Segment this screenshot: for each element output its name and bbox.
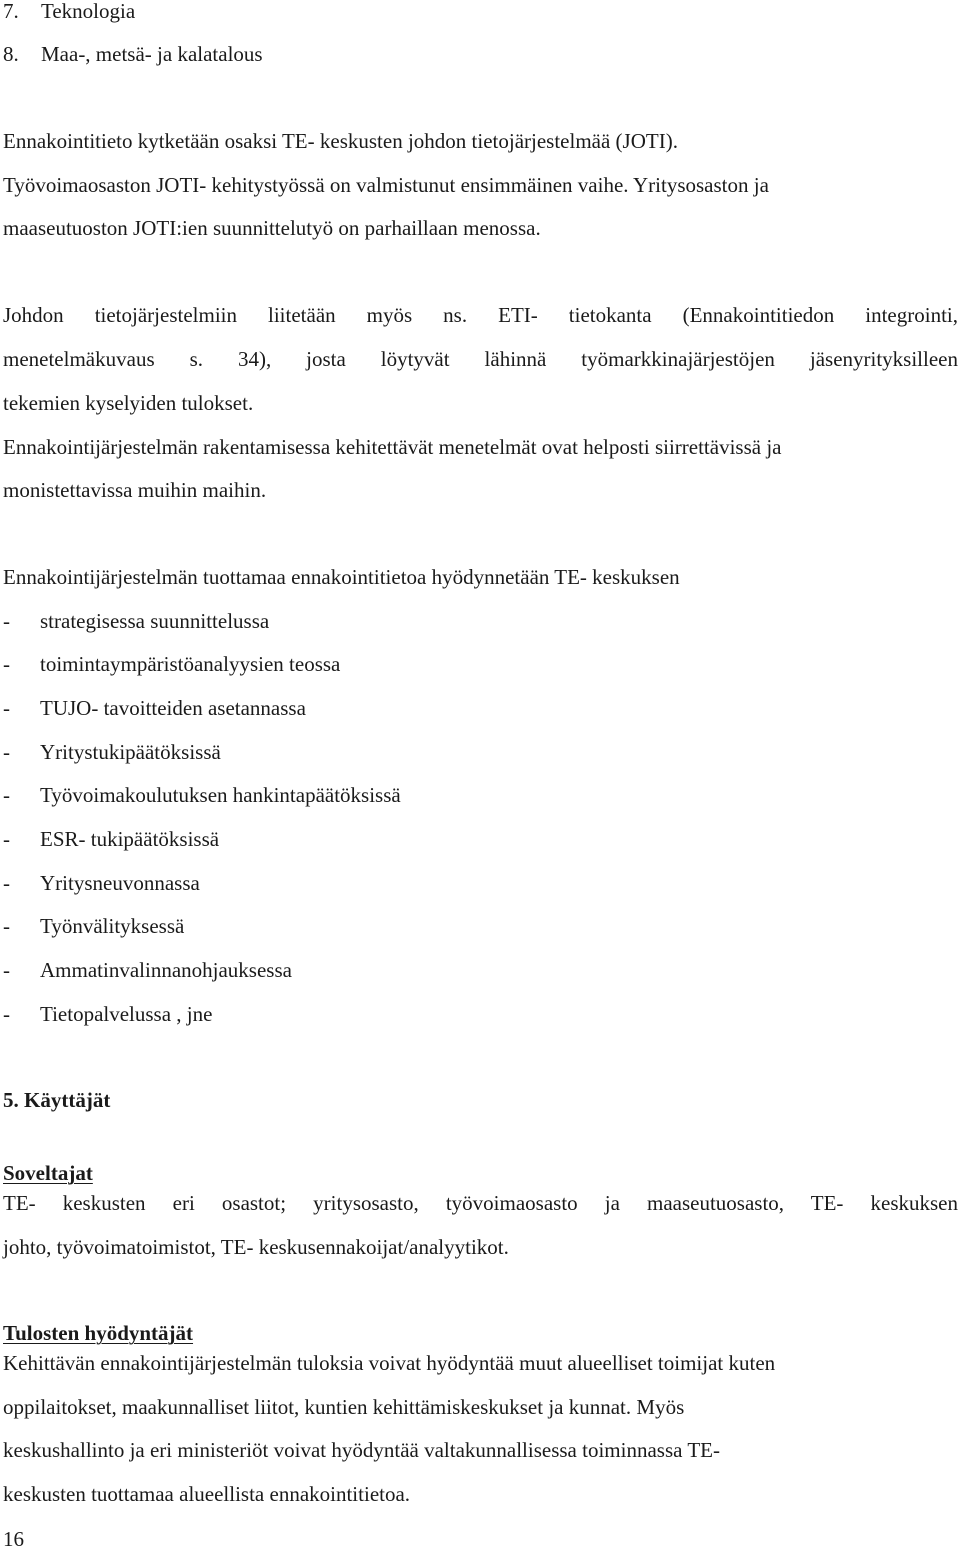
- list-text: toimintaympäristöanalyysien teossa: [40, 652, 341, 676]
- hyodyntajat-line-2: oppilaitokset, maakunnalliset liitot, kuntien kehittämiskeskukset ja kunnat. Myös: [3, 1395, 685, 1419]
- list-item: [3, 873, 200, 894]
- list-text: Yritysneuvonnassa: [40, 871, 200, 895]
- list-item: [3, 916, 184, 937]
- list-text: TUJO- tavoitteiden asetannassa: [40, 696, 306, 720]
- soveltajat-line-1-text: TE- keskusten eri osastot; yritysosasto, työvoimaosasto ja maaseutuosasto, TE- keskuksen: [3, 1191, 958, 1215]
- list-dash: -: [3, 783, 10, 807]
- page-number: 16: [3, 1527, 24, 1551]
- list-item: [3, 960, 292, 981]
- section-heading: 5. Käyttäjät: [3, 1088, 111, 1112]
- paragraph-2-line-4: Ennakointijärjestelmän rakentamisessa kehitettävät menetelmät ovat helposti siirrettävissä ja: [3, 435, 782, 459]
- paragraph-2-line-1: [3, 305, 958, 326]
- list-text: Työvoimakoulutuksen hankintapäätöksissä: [40, 783, 401, 807]
- list-text: Ammatinvalinnanohjauksessa: [40, 958, 292, 982]
- list-item-7: [3, 1, 135, 22]
- hyodyntajat-line-3: keskushallinto ja eri ministeriöt voivat hyödyntää valtakunnallisessa toiminnassa TE-: [3, 1438, 720, 1462]
- list-item-8: [3, 44, 263, 65]
- paragraph-3-intro: Ennakointijärjestelmän tuottamaa ennakointitietoa hyödynnetään TE- keskuksen: [3, 565, 680, 589]
- paragraph-2-line-5: monistettavissa muihin maihin.: [3, 478, 267, 502]
- list-dash: -: [3, 871, 10, 895]
- list-dash: -: [3, 609, 10, 633]
- list-dash: -: [3, 740, 10, 764]
- list-item: [3, 654, 340, 675]
- paragraph-1-line-3: maaseutuoston JOTI:ien suunnittelutyö on parhaillaan menossa.: [3, 216, 541, 240]
- list-dash: -: [3, 958, 10, 982]
- paragraph-2-line-2-text: menetelmäkuvaus s. 34), josta löytyvät lähinnä työmarkkinajärjestöjen jäsenyrityksilleen: [3, 347, 958, 371]
- paragraph-2-line-3: tekemien kyselyiden tulokset.: [3, 391, 254, 415]
- list-dash: -: [3, 696, 10, 720]
- list-text: Tietopalvelussa , jne: [40, 1002, 213, 1026]
- list-item: [3, 698, 306, 719]
- list-item: [3, 1004, 212, 1025]
- paragraph-2-line-2: [3, 349, 958, 370]
- soveltajat-line-2: johto, työvoimatoimistot, TE- keskusennakoijat/analyytikot.: [3, 1235, 509, 1259]
- soveltajat-line-1: [3, 1193, 958, 1214]
- paragraph-2-line-1-text: Johdon tietojärjestelmiin liitetään myös ns. ETI- tietokanta (Ennakointitiedon integrointi,: [3, 303, 958, 327]
- list-text: ESR- tukipäätöksissä: [40, 827, 220, 851]
- list-text: Teknologia: [41, 0, 136, 23]
- subsection-heading-soveltajat: Soveltajat: [3, 1161, 93, 1185]
- hyodyntajat-line-4: keskusten tuottamaa alueellista ennakointitietoa.: [3, 1482, 411, 1506]
- list-number: 7.: [3, 0, 19, 23]
- list-dash: -: [3, 914, 10, 938]
- list-dash: -: [3, 652, 10, 676]
- list-text: strategisessa suunnittelussa: [40, 609, 270, 633]
- paragraph-1-line-1: Ennakointitieto kytketään osaksi TE- keskusten johdon tietojärjestelmää (JOTI).: [3, 129, 678, 153]
- hyodyntajat-line-1: Kehittävän ennakointijärjestelmän tuloksia voivat hyödyntää muut alueelliset toimijat kuten: [3, 1351, 776, 1375]
- list-item: [3, 829, 219, 850]
- list-dash: -: [3, 1002, 10, 1026]
- list-dash: -: [3, 827, 10, 851]
- subsection-heading-tulosten-hyodyntajat: Tulosten hyödyntäjät: [3, 1321, 194, 1345]
- list-number: 8.: [3, 42, 19, 66]
- list-text: Yritystukipäätöksissä: [40, 740, 221, 764]
- paragraph-1-line-2: Työvoimaosaston JOTI- kehitystyössä on valmistunut ensimmäinen vaihe. Yritysosaston ja: [3, 173, 769, 197]
- list-text: Työnvälityksessä: [40, 914, 185, 938]
- list-item: [3, 742, 221, 763]
- list-text: Maa-, metsä- ja kalatalous: [41, 42, 263, 66]
- list-item: [3, 785, 401, 806]
- list-item: [3, 611, 269, 632]
